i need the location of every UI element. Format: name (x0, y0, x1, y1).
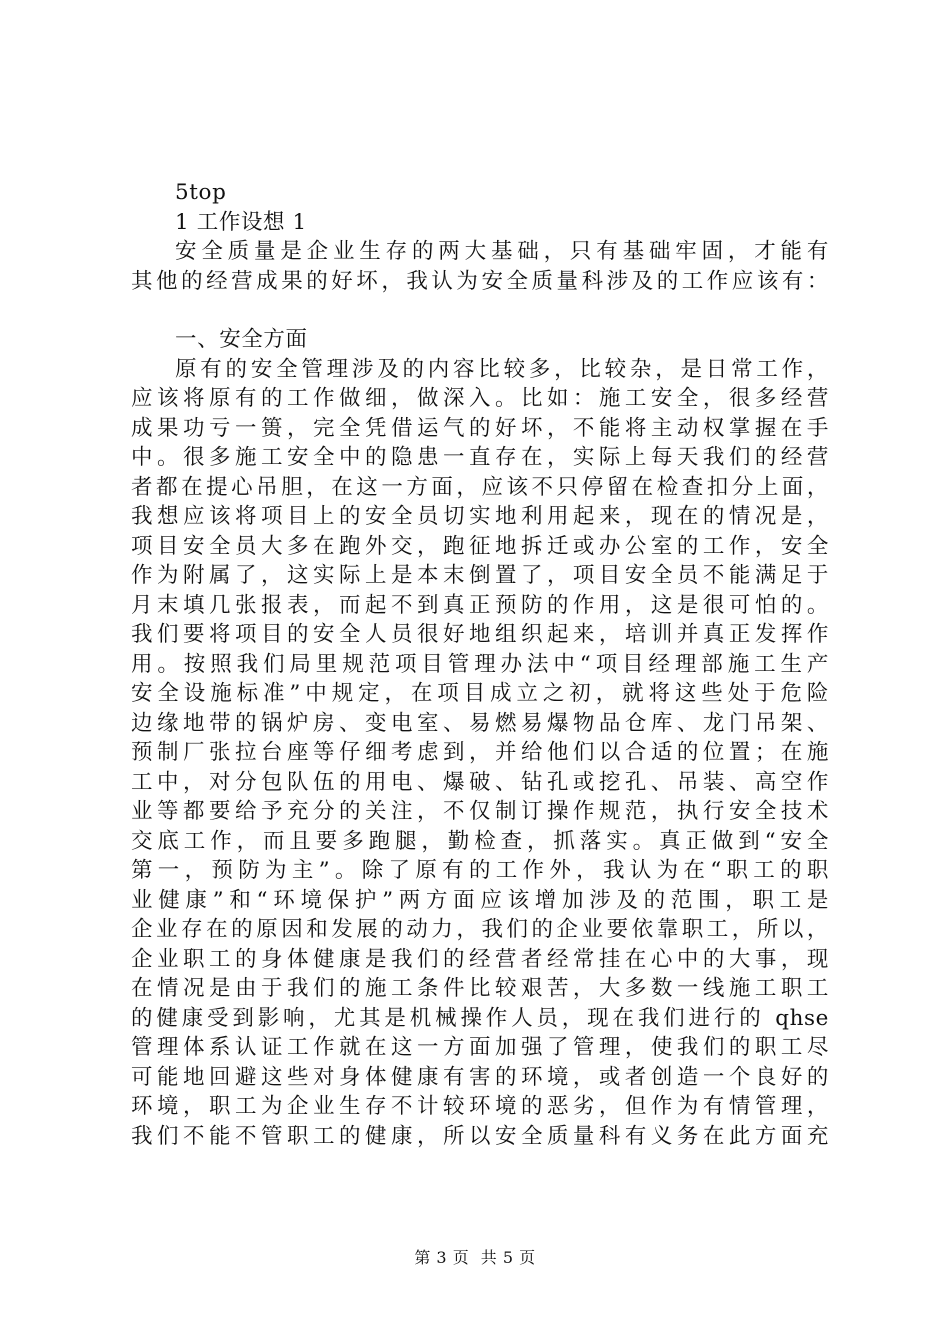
page-number-total: 共 5 页 (480, 1248, 536, 1267)
body-line: 者都在提心吊胆，在这一方面，应该不只停留在检查扣分上面， (131, 474, 829, 500)
paragraph-gap (131, 296, 831, 325)
body-line: 的健康受到影响，尤其是机械操作人员，现在我们进行的 qhse (131, 1005, 829, 1031)
body-line: 成果功亏一篑，完全凭借运气的好坏，不能将主动权掌握在手 (131, 415, 829, 441)
body-line: 环境，职工为企业生存不计较环境的恶劣，但作为有情管理， (131, 1094, 829, 1119)
body-line: 中。很多施工安全中的隐患一直存在，实际上每天我们的经营 (131, 445, 829, 470)
body-line: 预制厂张拉台座等仔细考虑到，并给他们以合适的位置；在施 (131, 740, 829, 765)
body-line: 工中，对分包队伍的用电、爆破、钻孔或挖孔、吊装、高空作 (131, 769, 829, 795)
body-line: 业健康”和“环境保护”两方面应该增加涉及的范围，职工是 (131, 887, 829, 913)
body-line: 第一，预防为主”。除了原有的工作外，我认为在“职工的职 (131, 858, 829, 883)
body-line: 企业职工的身体健康是我们的经营者经常挂在心中的大事，现 (131, 946, 829, 972)
body-line: 我们要将项目的安全人员很好地组织起来，培训并真正发挥作 (131, 622, 829, 647)
body-line: 原有的安全管理涉及的内容比较多，比较杂，是日常工作， (175, 356, 829, 382)
body-line: 在情况是由于我们的施工条件比较艰苦，大多数一线施工职工 (131, 976, 829, 1001)
body-line: 作为附属了，这实际上是本末倒置了，项目安全员不能满足于 (131, 563, 829, 588)
page-footer (0, 1245, 950, 1268)
body-line: 交底工作，而且要多跑腿，勤检查，抓落实。真正做到“安全 (131, 828, 829, 854)
body-line: 项目安全员大多在跑外交，跑征地拆迁或办公室的工作，安全 (131, 533, 829, 559)
body-line: 应该将原有的工作做细，做深入。比如：施工安全，很多经营 (131, 386, 829, 411)
page-number-current: 第 3 页 (414, 1248, 470, 1267)
body-line: 安全设施标准”中规定，在项目成立之初，就将这些处于危险 (131, 681, 829, 706)
header-line-title: 1 工作设想 1 (175, 209, 307, 235)
body-line: 月末填几张报表，而起不到真正预防的作用，这是很可怕的。 (131, 592, 829, 618)
body-line: 我们不能不管职工的健康，所以安全质量科有义务在此方面充 (131, 1123, 829, 1149)
intro-line: 其他的经营成果的好坏，我认为安全质量科涉及的工作应该有： (131, 268, 829, 294)
body-line: 业等都要给予充分的关注，不仅制订操作规范，执行安全技术 (131, 799, 829, 824)
body-line: 可能地回避这些对身体健康有害的环境，或者创造一个良好的 (131, 1064, 829, 1090)
intro-line: 安全质量是企业生存的两大基础，只有基础牢固，才能有 (175, 239, 829, 264)
header-line-code: 5top (175, 180, 227, 205)
body-line: 用。按照我们局里规范项目管理办法中“项目经理部施工生产 (131, 651, 829, 677)
body-line: 我想应该将项目上的安全员切实地利用起来，现在的情况是， (131, 504, 829, 529)
body-line: 边缘地带的锅炉房、变电室、易燃易爆物品仓库、龙门吊架、 (131, 710, 829, 736)
section-heading: 一、安全方面 (175, 327, 308, 352)
document-body (131, 178, 831, 1151)
body-line: 管理体系认证工作就在这一方面加强了管理，使我们的职工尽 (131, 1035, 829, 1060)
body-line: 企业存在的原因和发展的动力，我们的企业要依靠职工，所以， (131, 917, 829, 942)
